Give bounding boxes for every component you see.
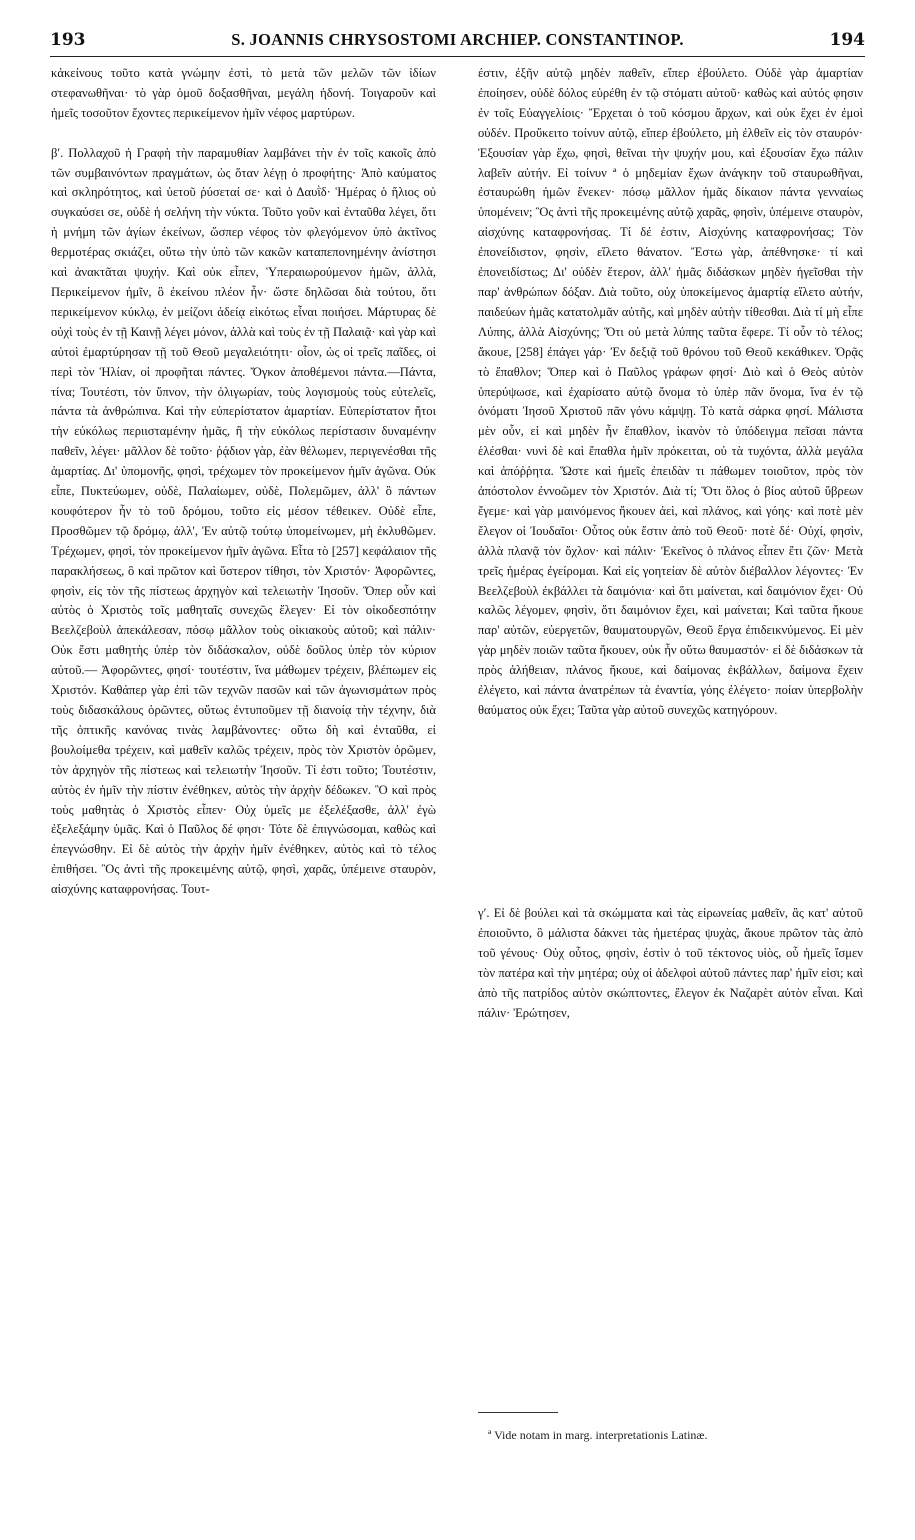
left-column bbox=[51, 64, 436, 1494]
section-gamma-text: γʹ. Εἰ δὲ βούλει καὶ τὰ σκώμματα καὶ τὰς εἰρωνείας μαθεῖν, ἃς κατ' αὐτοῦ ἐποιοῦντο, ὃ μάλιστα δάκνει τὰς ἡμετέρας ψυχὰς, ἄκουε πρῶτον τὰς ἀπὸ τοῦ γένους· Οὐχ οὗτος, φησὶν, ἐστὶν ὁ τοῦ τέκτονος υἱὸς, οὗ ἡμεῖς ἴσμεν τὸν πατέρα καὶ τὴν μητέρα; οὐχ οἱ ἀδελφοὶ αὐτοῦ πάντες παρ' ἡμῖν εἰσι; καὶ ἀπὸ τῆς πατρίδος αὐτὸν σκώπτοντες, ἔλεγον ἐκ Ναζαρὲτ αὐτὸν εἶναι. Καὶ πάλιν· Ἐρώτησεν, bbox=[478, 906, 863, 1020]
footnote-rule bbox=[478, 1412, 558, 1413]
page-number-left: 193 bbox=[50, 30, 86, 50]
page-number-right: 194 bbox=[829, 30, 865, 50]
page-header bbox=[50, 30, 865, 56]
running-title: S. JOANNIS CHRYSOSTOMI ARCHIEP. CONSTANTINOP. bbox=[231, 30, 684, 49]
right-column bbox=[478, 64, 863, 1332]
header-rule bbox=[50, 56, 865, 57]
footnote: ª Vide notam in marg. interpretationis Latinæ. bbox=[488, 1428, 708, 1442]
left-column-text: κἀκείνους τοῦτο κατὰ γνώμην ἐστὶ, τὸ μετὰ τῶν μελῶν τῶν ἰδίων στεφανωθῆναι· τὸ γὰρ ὁμοῦ δοξασθῆναι, μεγάλη ἡδονή. Τοιγαροῦν καὶ ἡμεῖς τοσοῦτον ἔχοντες περικείμενον ἡμῖν νέφος μαρτύρων. βʹ. Πολλαχοῦ ἡ Γραφὴ τὴν παραμυθίαν λαμβάνει τὴν ἐν τοῖς κακοῖς ἀπὸ τῶν συμβαινόντων πραγμάτων, ὡς ὅταν λέγῃ ὁ προφήτης· Ἀπὸ καύματος καὶ σκληρότητος, καὶ ὑετοῦ ῥύσεταί σε· καὶ ὁ Δαυῒδ· Ἡμέρας ὁ ἥλιος οὐ συγκαύσει σε, οὐδὲ ἡ σελήνη τὴν νύκτα. Τοῦτο γοῦν καὶ ἐνταῦθα λέγει, ὅτι ἡ μνήμη τῶν ἁγίων ἐκείνων, ὥσπερ νέφος τὸν φλεγόμενον ὑπὸ ἀκτῖνος θερμοτέρας σκιάζει, οὕτω τὴν ὑπὸ τῶν κακῶν καταπεπονημένην ἀνίστησι καὶ ἀνακτᾶται ψυχήν. Καὶ οὐκ εἶπεν, Ὑπεραιωρούμενον ἡμῶν, ἀλλὰ, Περικείμενον ἡμῖν, ὃ ἐκείνου πλέον ἦν· ὥστε δηλῶσαι διὰ τούτου, ὅτι περικείμενον κύκλῳ, ἐν μείζονι ἀδείᾳ εἰκότως εἶναι ποιήσει. Μάρτυρας δὲ οὐχὶ τοὺς ἐν τῇ Καινῇ λέγει μόνον, ἀλλὰ καὶ τοὺς ἐν τῇ Παλαιᾷ· καὶ γὰρ καὶ αὐτοὶ ἐμαρτύρησαν τῇ τοῦ Θεοῦ μεγαλειότητι· οἷον, ὡς οἱ τρεῖς παῖδες, οἱ περὶ τὸν Ἡλίαν, οἱ προφῆται πάντες. Ὄγκον ἀποθέμενοι πάντα.—Πάντα, τίνα; Τουτέστι, τὸν ὕπνον, τὴν ὀλιγωρίαν, τοὺς λογισμοὺς τοὺς εὐτελεῖς, πάντα τὰ ἀνθρώπινα. Καὶ τὴν εὐπερίστατον ἁμαρτίαν. Εὐπερίστατον ἤτοι τὴν εὐκόλως περιισταμένην ἡμᾶς, ἢ τὴν εὐκόλως περίστασιν δυναμένην παθεῖν, λέγει· μᾶλλον δὲ τοῦτο· ῥᾴδιον γὰρ, ἐὰν θέλωμεν, περιγενέσθαι τῆς ἁμαρτίας. Δι' ὑπομονῆς, φησὶ, τρέχωμεν τὸν προκείμενον ἡμῖν ἀγῶνα. Οὐκ εἶπε, Πυκτεύωμεν, οὐδὲ, Παλαίωμεν, οὐδὲ, Πολεμῶμεν, ἀλλ' ὃ πάντων κουφότερον ἦν τὸ τοῦ δρόμου, τοῦτο εἰς μέσον τέθεικεν. Οὐδὲ εἶπε, Προσθῶμεν τῷ δρόμῳ, ἀλλ', Ἐν αὐτῷ τούτῳ ὑπομείνωμεν, μὴ ἐκλυθῶμεν. Τρέχωμεν, φησὶ, τὸν προκείμενον ἡμῖν ἀγῶνα. Εἶτα τὸ [257] κεφάλαιον τῆς παρακλήσεως, ὃ καὶ πρῶτον καὶ ὕστερον τίθησι, τὸν Χριστόν· Ἀφορῶντες, φησὶν, εἰς τὸν τῆς πίστεως ἀρχηγὸν καὶ τελειωτὴν Ἰησοῦν. Ὅπερ οὖν καὶ αὐτὸς ὁ Χριστὸς τοῖς μαθηταῖς συνεχῶς ἔλεγεν· Εἰ τὸν οἰκοδεσπότην Βεελζεβοὺλ ἀπεκάλεσαν, πόσῳ μᾶλλον τοὺς οἰκιακοὺς αὐτοῦ; καὶ πάλιν· Οὐκ ἔστι μαθητὴς ὑπὲρ τὸν διδάσκαλον, οὐδὲ δοῦλος ὑπὲρ τὸν κύριον αὐτοῦ.— Ἀφορῶντες, φησί· τουτέστιν, ἵνα μάθωμεν τρέχειν, βλέπωμεν εἰς Χριστόν. Καθάπερ γὰρ ἐπὶ τῶν τεχνῶν πασῶν καὶ τῶν ἀγωνισμάτων πρὸς τοὺς διδασκάλους ὁρῶντες, οὕτως ἐντυποῦμεν τῇ διανοίᾳ τὴν τέχνην, διὰ τῆς ὀπτικῆς κανόνας τινὰς λαμβάνοντες· οὕτω δὴ καὶ ἐνταῦθα, εἰ βουλοίμεθα τρέχειν, καὶ μαθεῖν καλῶς τρέχειν, πρὸς τὸν Χριστὸν ὁρῶμεν, τὸν ἀρχηγὸν τῆς πίστεως καὶ τελειωτὴν Ἰησοῦν. Τί ἐστι τοῦτο; Τουτέστιν, αὐτὸς ἐν ἡμῖν τὴν πίστιν ἐνέθηκεν, αὐτὸς τὴν ἀρχὴν δέδωκεν. Ὃ καὶ πρὸς τοὺς μαθητὰς ὁ Χριστὸς εἶπεν· Οὐχ ὑμεῖς με ἐξελέξασθε, ἀλλ' ἐγὼ ἐξελεξάμην ὑμᾶς. Καὶ ὁ Παῦλος δέ φησι· Τότε δὲ ἐπιγνώσομαι, καθὼς καὶ ἐπεγνώσθην. Εἰ δὲ αὐτὸς τὴν ἀρχὴν ἡμῖν ἐνέθηκεν, αὐτὸς καὶ τὸ τέλος ἐπιθήσει. Ὃς ἀντὶ τῆς προκειμένης αὐτῷ, φησὶ, χαρᾶς, ὑπέμεινε σταυρὸν, αἰσχύνης καταφρονήσας. Τουτ- bbox=[51, 66, 436, 897]
right-column-text: έστιν, ἐξῆν αὐτῷ μηδὲν παθεῖν, εἴπερ ἐβούλετο. Οὐδὲ γὰρ ἁμαρτίαν ἐποίησεν, οὐδὲ δόλος εὑρέθη ἐν τῷ στόματι αὐτοῦ· καθὼς καὶ αὐτός φησιν ἐν τοῖς Εὐαγγελίοις· Ἔρχεται ὁ τοῦ κόσμου ἄρχων, καὶ οὐκ ἔχει ἐν ἐμοὶ οὐδέν. Προὔκειτο τοίνυν αὐτῷ, εἴπερ ἐβούλετο, μὴ ἐλθεῖν εἰς τὸν σταυρόν· Ἐξουσίαν γὰρ ἔχω, φησὶ, θεῖναι τὴν ψυχήν μου, καὶ ἐξουσίαν ἔχω πάλιν λαβεῖν αὐτήν. Εἰ τοίνυν ª ὁ μηδεμίαν ἔχων ἀνάγκην τοῦ σταυρωθῆναι, ἐσταυρώθη ἡμῶν ἕνεκεν· πόσῳ μᾶλλον ἡμᾶς δίκαιον πάντα γενναίως ὑπομένειν; Ὃς ἀντὶ τῆς προκειμένης αὐτῷ χαρᾶς, φησὶν, ὑπέμεινε σταυρὸν, αἰσχύνης καταφρονήσας. Τί δέ ἐστιν, Αἰσχύνης καταφρονήσας; Τὸν ἐπονείδιστον, φησὶν, εἵλετο θάνατον. Ἔστω γὰρ, ἀπέθνησκε· τί καὶ ἐπονειδίστως; Δι' οὐδὲν ἕτερον, ἀλλ' ἡμᾶς διδάσκων μηδὲν ἡγεῖσθαι τὴν παρ' ἀνθρώπων δόξαν. Διὰ τοῦτο, οὐχ ὑποκείμενος ἁμαρτίᾳ εἵλετο αὐτήν, παιδεύων ἡμᾶς κατατολμᾶν αὐτῆς, καὶ μηδὲν αὐτὴν τίθεσθαι. Διὰ τί μὴ εἶπε Λύπης, ἀλλὰ Αἰσχύνης; Ὅτι οὐ μετὰ λύπης ταῦτα ἔφερε. Τί οὖν τὸ τέλος; ἄκουε, [258] ἐπάγει γάρ· Ἐν δεξιᾷ τοῦ θρόνου τοῦ Θεοῦ κεκάθικεν. Ὁρᾷς τὸ ἔπαθλον; Ὅπερ καὶ ὁ Παῦλος γράφων φησί· Διὸ καὶ ὁ Θεὸς αὐτὸν ὑπερύψωσε, καὶ ἐχαρίσατο αὐτῷ ὄνομα τὸ ὑπὲρ πᾶν ὄνομα, ἵνα ἐν τῷ ὀνόματι Ἰησοῦ Χριστοῦ πᾶν γόνυ κάμψῃ. Τὸ κατὰ σάρκα φησί. Μάλιστα μὲν οὖν, εἰ καὶ μηδὲν ἦν ἔπαθλον, ἱκανὸν τὸ ὑπόδειγμα πεῖσαι πάντα ἑλέσθαι· νυνὶ δὲ καὶ ἔπαθλα ἡμῖν πρόκειται, οὐ τὰ τυχόντα, ἀλλὰ μεγάλα καὶ ἀπόῤῥητα. Ὥστε καὶ ἡμεῖς ἐπειδὰν τι πάθωμεν τοιοῦτον, πρὸς τὸν ἀπόστολον ἐννοῶμεν τὸν Χριστόν. Διὰ τί; Ὅτι ὅλος ὁ βίος αὐτοῦ ὕβρεων ἔγεμε· καὶ γὰρ μαινόμενος ἤκουεν ἀεὶ, καὶ πλάνος, καὶ γόης· καὶ ποτὲ μὲν ἔλεγον οἱ Ἰουδαῖοι· Οὗτος οὐκ ἔστιν ἀπὸ τοῦ Θεοῦ· ποτὲ δέ· Οὐχί, φησὶν, ἀλλὰ πλανᾷ τὸν ὄχλον· καὶ πάλιν· Ἐκεῖνος ὁ πλάνος εἶπεν ἔτι ζῶν· Μετὰ τρεῖς ἡμέρας ἐγείρομαι. Καὶ εἰς γοητείαν δὲ αὐτὸν διέβαλλον λέγοντες· Ἐν Βεελζεβοὺλ ἐκβάλλει τὰ δαιμόνια· καὶ ὅτι μαίνεται, καὶ δαιμόνιον ἔχει· Οὐ καλῶς λέγομεν, φησὶν, ὅτι δαιμόνιον ἔχει, καὶ μαίνεται; Καὶ ταῦτα ἤκουε παρ' αὐτῶν, εὐεργετῶν, θαυματουργῶν, Θεοῦ ἔργα ἐπιδεικνύμενος. Εἰ μὲν γὰρ μηδὲν ποιῶν ταῦτα ἤκουεν, οὐκ ἦν οὕτω θαυμαστόν· εἰ δὲ διδάσκων τὰ πρὸς ἀλήθειαν, πλάνος ἤκουε, καὶ δαίμονας ἐκβάλλων, δαίμονα ἔχειν ἐλέγετο, καὶ πάντα ἀνατρέπων τὰ ἐναντία, γόης ἐλέγετο· ποίαν ὑπερβολὴν θαύματος οὐκ ἔχει; Ταῦτα γὰρ αὐτοῦ συνεχῶς κατηγόρουν. bbox=[478, 66, 863, 717]
